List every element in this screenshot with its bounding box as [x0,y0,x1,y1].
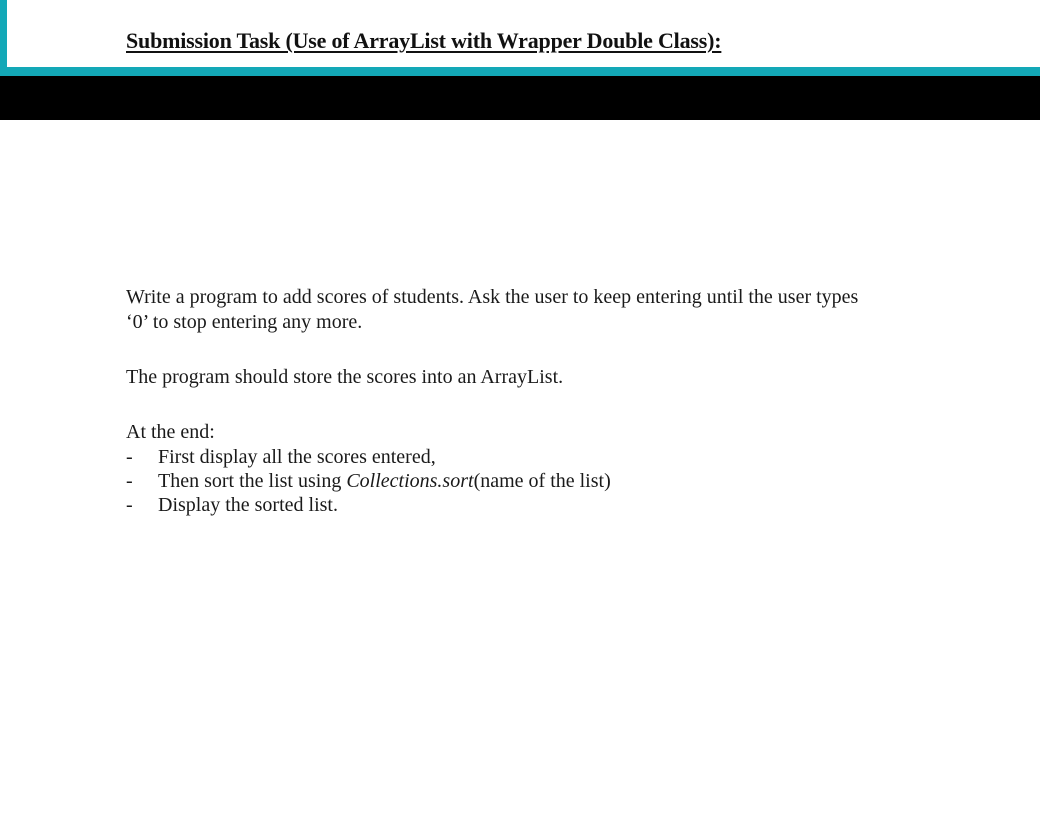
header-divider [0,67,1040,76]
page-title: Submission Task (Use of ArrayList with Wrapper Double Class): [126,28,722,53]
list-item [126,469,946,493]
list-item-text-prefix: Then sort the list using [158,470,347,492]
store-paragraph: The program should store the scores into an ArrayList. [126,366,564,388]
list-item [126,445,946,469]
list-item-text: First display all the scores entered, [158,446,436,468]
list-item-text: Display the sorted list. [158,494,338,516]
intro-paragraph [126,285,946,335]
at-end-label: At the end: [126,421,215,443]
left-accent-bar [0,0,7,76]
list-item [126,493,946,517]
bullet-dash: - [126,494,133,516]
task-description [126,285,946,517]
bullet-dash: - [126,446,133,468]
bullet-dash: - [126,470,133,492]
intro-line-1: Write a program to add scores of students. Ask the user to keep entering until the user types [126,286,859,308]
steps-list [126,445,946,517]
black-banner [0,76,1040,120]
code-reference: Collections.sort [346,470,474,492]
list-item-text-suffix: (name of the list) [473,470,611,492]
document-header [0,0,1040,76]
intro-line-2: ‘0’ to stop entering any more. [126,311,363,333]
